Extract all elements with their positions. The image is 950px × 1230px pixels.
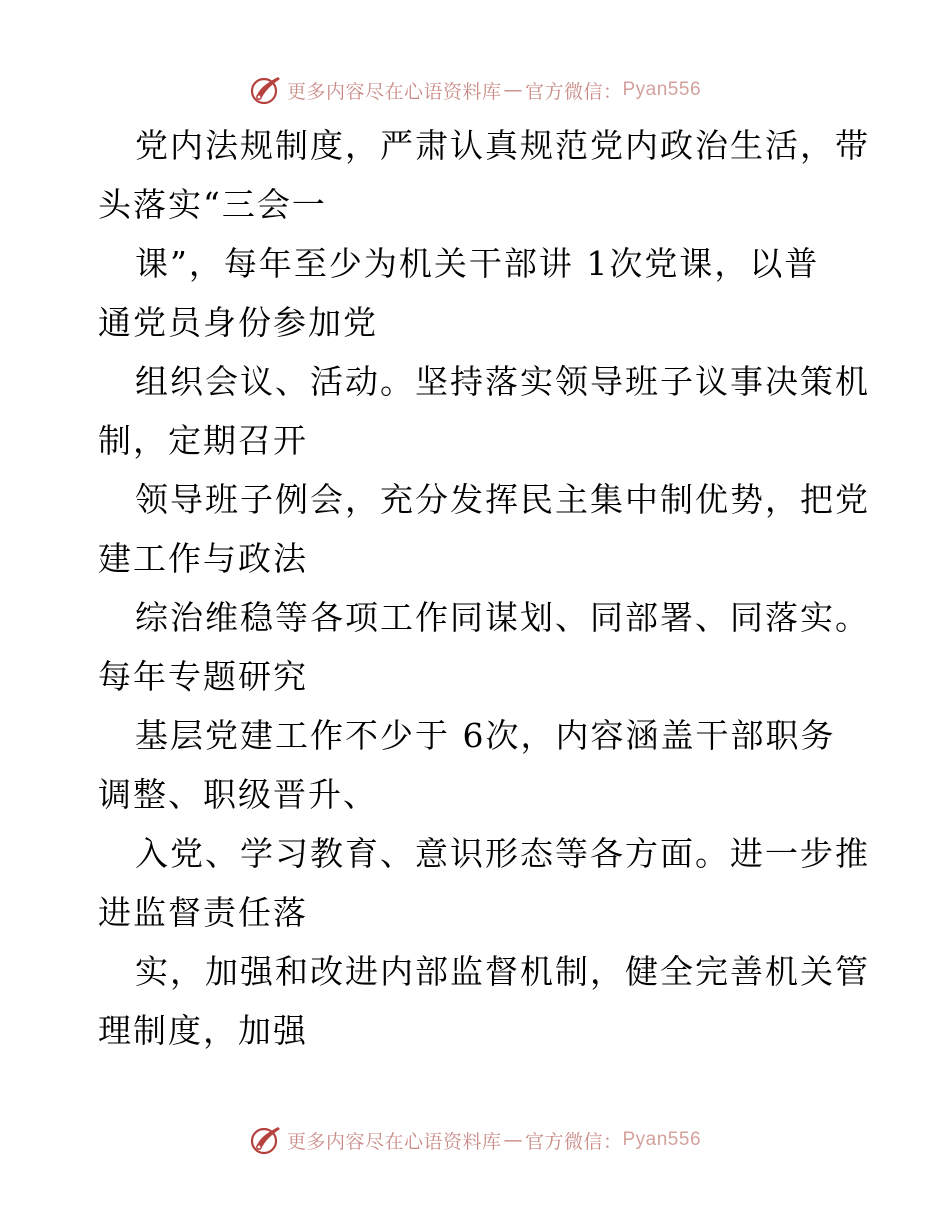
header-watermark bbox=[0, 72, 950, 108]
document-body bbox=[98, 116, 870, 1060]
text-line: 课”，每年至少为机关干部讲 1次党课，以普 bbox=[135, 244, 820, 283]
footer-watermark bbox=[0, 1122, 950, 1158]
text-line: 进监督责任落 bbox=[98, 893, 308, 932]
text-line: 通党员身份参加党 bbox=[98, 303, 378, 342]
text-line: 组织会议、活动。坚持落实领导班子议事决策机 bbox=[135, 362, 870, 401]
watermark-wechat-id: Pyan556 bbox=[622, 79, 702, 100]
text-line: 头落实“三会一 bbox=[98, 185, 327, 224]
text-line: 领导班子例会，充分发挥民主集中制优势，把党 bbox=[135, 480, 870, 519]
watermark-main-text: 更多内容尽在心语资料库 bbox=[286, 80, 502, 103]
text-line: 实，加强和改进内部监督机制，健全完善机关管 bbox=[135, 952, 870, 991]
text-line: 基层党建工作不少于 6次，内容涵盖干部职务 bbox=[135, 716, 836, 755]
text-line: 调整、职级晋升、 bbox=[98, 775, 378, 814]
brush-logo-icon bbox=[249, 1123, 283, 1157]
brush-logo-icon bbox=[249, 73, 283, 107]
text-line: 每年专题研究 bbox=[98, 657, 308, 696]
watermark-main-text: 更多内容尽在心语资料库 bbox=[286, 1130, 502, 1153]
watermark-separator: — bbox=[503, 79, 523, 101]
watermark-separator: — bbox=[503, 1129, 523, 1151]
text-line: 综治维稳等各项工作同谋划、同部署、同落实。 bbox=[135, 598, 870, 637]
text-line: 理制度，加强 bbox=[98, 1011, 308, 1050]
text-line: 入党、学习教育、意识形态等各方面。进一步推 bbox=[135, 834, 870, 873]
text-line: 制，定期召开 bbox=[98, 421, 308, 460]
watermark-official-label: 官方微信： bbox=[524, 80, 623, 103]
watermark-official-label: 官方微信： bbox=[524, 1130, 623, 1153]
watermark-wechat-id: Pyan556 bbox=[622, 1129, 702, 1150]
text-line: 党内法规制度，严肃认真规范党内政治生活，带 bbox=[135, 126, 870, 165]
text-line: 建工作与政法 bbox=[98, 539, 308, 578]
